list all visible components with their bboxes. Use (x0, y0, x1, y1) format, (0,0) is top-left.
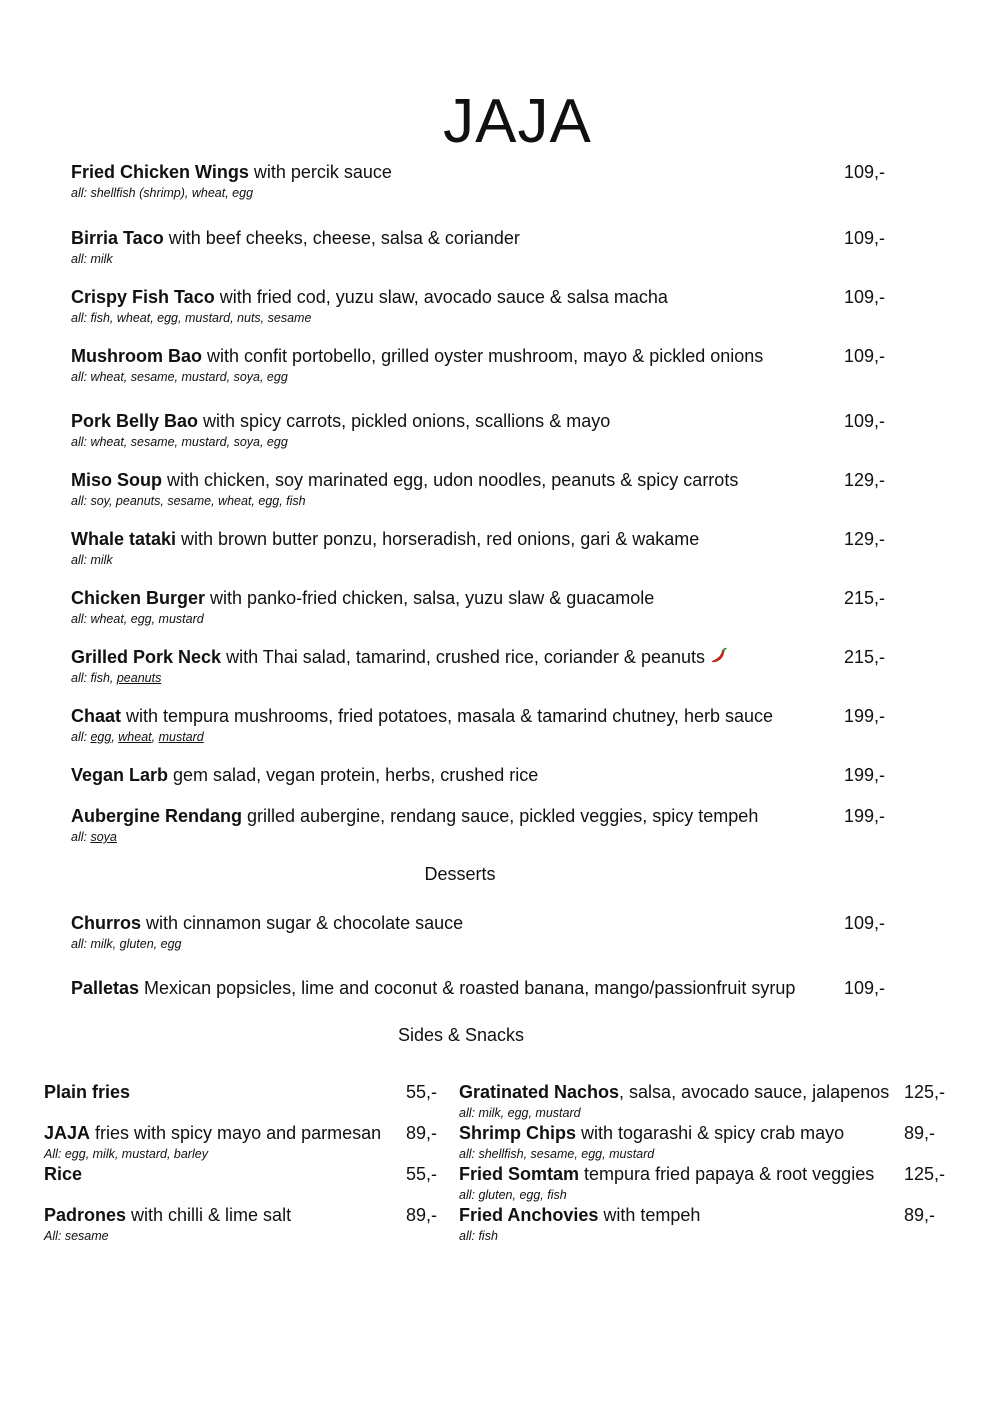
menu-item (71, 409, 891, 450)
side-item (459, 1203, 959, 1244)
item-description: with spicy carrots, pickled onions, scallions & mayo (198, 411, 611, 431)
item-description: with tempura mushrooms, fried potatoes, masala & tamarind chutney, herb sauce (121, 706, 773, 726)
menu-item (71, 804, 891, 845)
item-price: 215,- (844, 647, 886, 667)
item-description: , salsa, avocado sauce, jalapenos (619, 1082, 890, 1102)
item-price: 89,- (904, 1123, 936, 1143)
item-allergens: all: gluten, egg, fish (459, 1188, 567, 1202)
menu-item (71, 586, 891, 627)
item-price: 215,- (844, 588, 886, 608)
item-allergens: all: wheat, sesame, mustard, soya, egg (71, 370, 288, 384)
item-price: 125,- (904, 1082, 946, 1102)
side-item (44, 1121, 444, 1162)
item-price: 55,- (406, 1082, 438, 1102)
side-item (459, 1080, 959, 1121)
item-allergens: all: soya (71, 830, 117, 844)
item-name: Churros (71, 913, 142, 933)
item-price: 109,- (844, 228, 886, 248)
item-name: JAJA (44, 1123, 91, 1143)
item-description: with brown butter ponzu, horseradish, red onions, gari & wakame (176, 529, 700, 549)
item-description: tempura fried papaya & root veggies (579, 1164, 875, 1184)
item-allergens: all: milk, egg, mustard (459, 1106, 581, 1120)
item-price: 199,- (844, 765, 886, 785)
item-name: Plain fries (44, 1082, 131, 1102)
item-price: 55,- (406, 1164, 438, 1184)
item-name: Gratinated Nachos (459, 1082, 620, 1102)
item-description: with panko-fried chicken, salsa, yuzu slaw & guacamole (205, 588, 655, 608)
item-name: Rice (44, 1164, 83, 1184)
item-allergens: all: shellfish, sesame, egg, mustard (459, 1147, 655, 1161)
item-allergens: all: wheat, sesame, mustard, soya, egg (71, 435, 288, 449)
menu-item (71, 160, 891, 201)
item-description: Mexican popsicles, lime and coconut & roasted banana, mango/passionfruit syrup (139, 978, 796, 998)
item-price: 109,- (844, 978, 886, 998)
side-item (44, 1162, 444, 1186)
item-name: Fried Anchovies (459, 1205, 599, 1225)
item-price: 109,- (844, 913, 886, 933)
item-price: 89,- (406, 1205, 438, 1225)
item-description: with chilli & lime salt (126, 1205, 292, 1225)
item-name: Grilled Pork Neck (71, 647, 222, 667)
item-allergens: all: soy, peanuts, sesame, wheat, egg, fish (71, 494, 306, 508)
item-allergens: all: milk (71, 252, 113, 266)
item-description: with fried cod, yuzu slaw, avocado sauce & salsa macha (214, 287, 668, 307)
item-name: Padrones (44, 1205, 127, 1225)
item-description: with cinnamon sugar & chocolate sauce (141, 913, 464, 933)
side-item (459, 1162, 959, 1203)
item-allergens: all: fish (459, 1229, 498, 1243)
item-price: 89,- (406, 1123, 438, 1143)
item-name: Vegan Larb (71, 765, 169, 785)
item-description: gem salad, vegan protein, herbs, crushed rice (168, 765, 539, 785)
menu-item (71, 976, 891, 1000)
item-description: with Thai salad, tamarind, crushed rice, coriander & peanuts (221, 647, 705, 667)
menu-item (71, 704, 891, 745)
item-price: 199,- (844, 806, 886, 826)
menu-item (71, 285, 891, 326)
item-price: 129,- (844, 529, 886, 549)
item-description: with confit portobello, grilled oyster mushroom, mayo & pickled onions (202, 346, 764, 366)
restaurant-title: JAJA (443, 87, 592, 156)
item-allergens: all: wheat, egg, mustard (71, 612, 204, 626)
item-name: Aubergine Rendang (71, 806, 243, 826)
menu-item (71, 344, 891, 385)
item-name: Pork Belly Bao (71, 411, 199, 431)
chili-pepper-icon (709, 647, 729, 665)
item-name: Shrimp Chips (459, 1123, 577, 1143)
section-heading-sides: Sides & Snacks (397, 1025, 525, 1045)
menu-item (71, 468, 891, 509)
item-name: Whale tataki (71, 529, 177, 549)
side-item (44, 1203, 444, 1244)
item-name: Chicken Burger (71, 588, 206, 608)
item-description: with beef cheeks, cheese, salsa & coriander (163, 228, 520, 248)
item-description: with chicken, soy marinated egg, udon noodles, peanuts & spicy carrots (162, 470, 739, 490)
item-description: grilled aubergine, rendang sauce, pickled veggies, spicy tempeh (242, 806, 759, 826)
item-name: Chaat (71, 706, 122, 726)
item-name: Palletas (71, 978, 140, 998)
menu-item (71, 645, 891, 686)
item-price: 199,- (844, 706, 886, 726)
item-name: Fried Chicken Wings (71, 162, 249, 182)
item-price: 109,- (844, 346, 886, 366)
side-item (44, 1080, 444, 1104)
section-heading-desserts: Desserts (424, 864, 496, 884)
item-description: with tempeh (598, 1205, 701, 1225)
item-name: Birria Taco (71, 228, 164, 248)
item-allergens: all: fish, peanuts (71, 671, 162, 685)
item-allergens: All: egg, milk, mustard, barley (44, 1147, 208, 1161)
menu-item (71, 527, 891, 568)
item-price: 125,- (904, 1164, 946, 1184)
item-description: with percik sauce (248, 162, 392, 182)
side-item (459, 1121, 959, 1162)
item-name: Fried Somtam (459, 1164, 580, 1184)
item-price: 109,- (844, 162, 886, 182)
item-price: 109,- (844, 287, 886, 307)
item-name: Miso Soup (71, 470, 162, 490)
item-description: fries with spicy mayo and parmesan (90, 1123, 382, 1143)
item-price: 129,- (844, 470, 886, 490)
item-name: Mushroom Bao (71, 346, 203, 366)
item-description: with togarashi & spicy crab mayo (576, 1123, 845, 1143)
menu-item (71, 763, 891, 787)
item-price: 89,- (904, 1205, 936, 1225)
menu-item (71, 911, 891, 952)
item-allergens: all: milk (71, 553, 113, 567)
item-name: Crispy Fish Taco (71, 287, 215, 307)
item-allergens: all: fish, wheat, egg, mustard, nuts, sesame (71, 311, 312, 325)
item-allergens: all: egg, wheat, mustard (71, 730, 204, 744)
item-allergens: All: sesame (44, 1229, 109, 1243)
menu-item (71, 226, 891, 267)
item-allergens: all: milk, gluten, egg (71, 937, 182, 951)
item-price: 109,- (844, 411, 886, 431)
item-allergens: all: shellfish (shrimp), wheat, egg (71, 186, 254, 200)
